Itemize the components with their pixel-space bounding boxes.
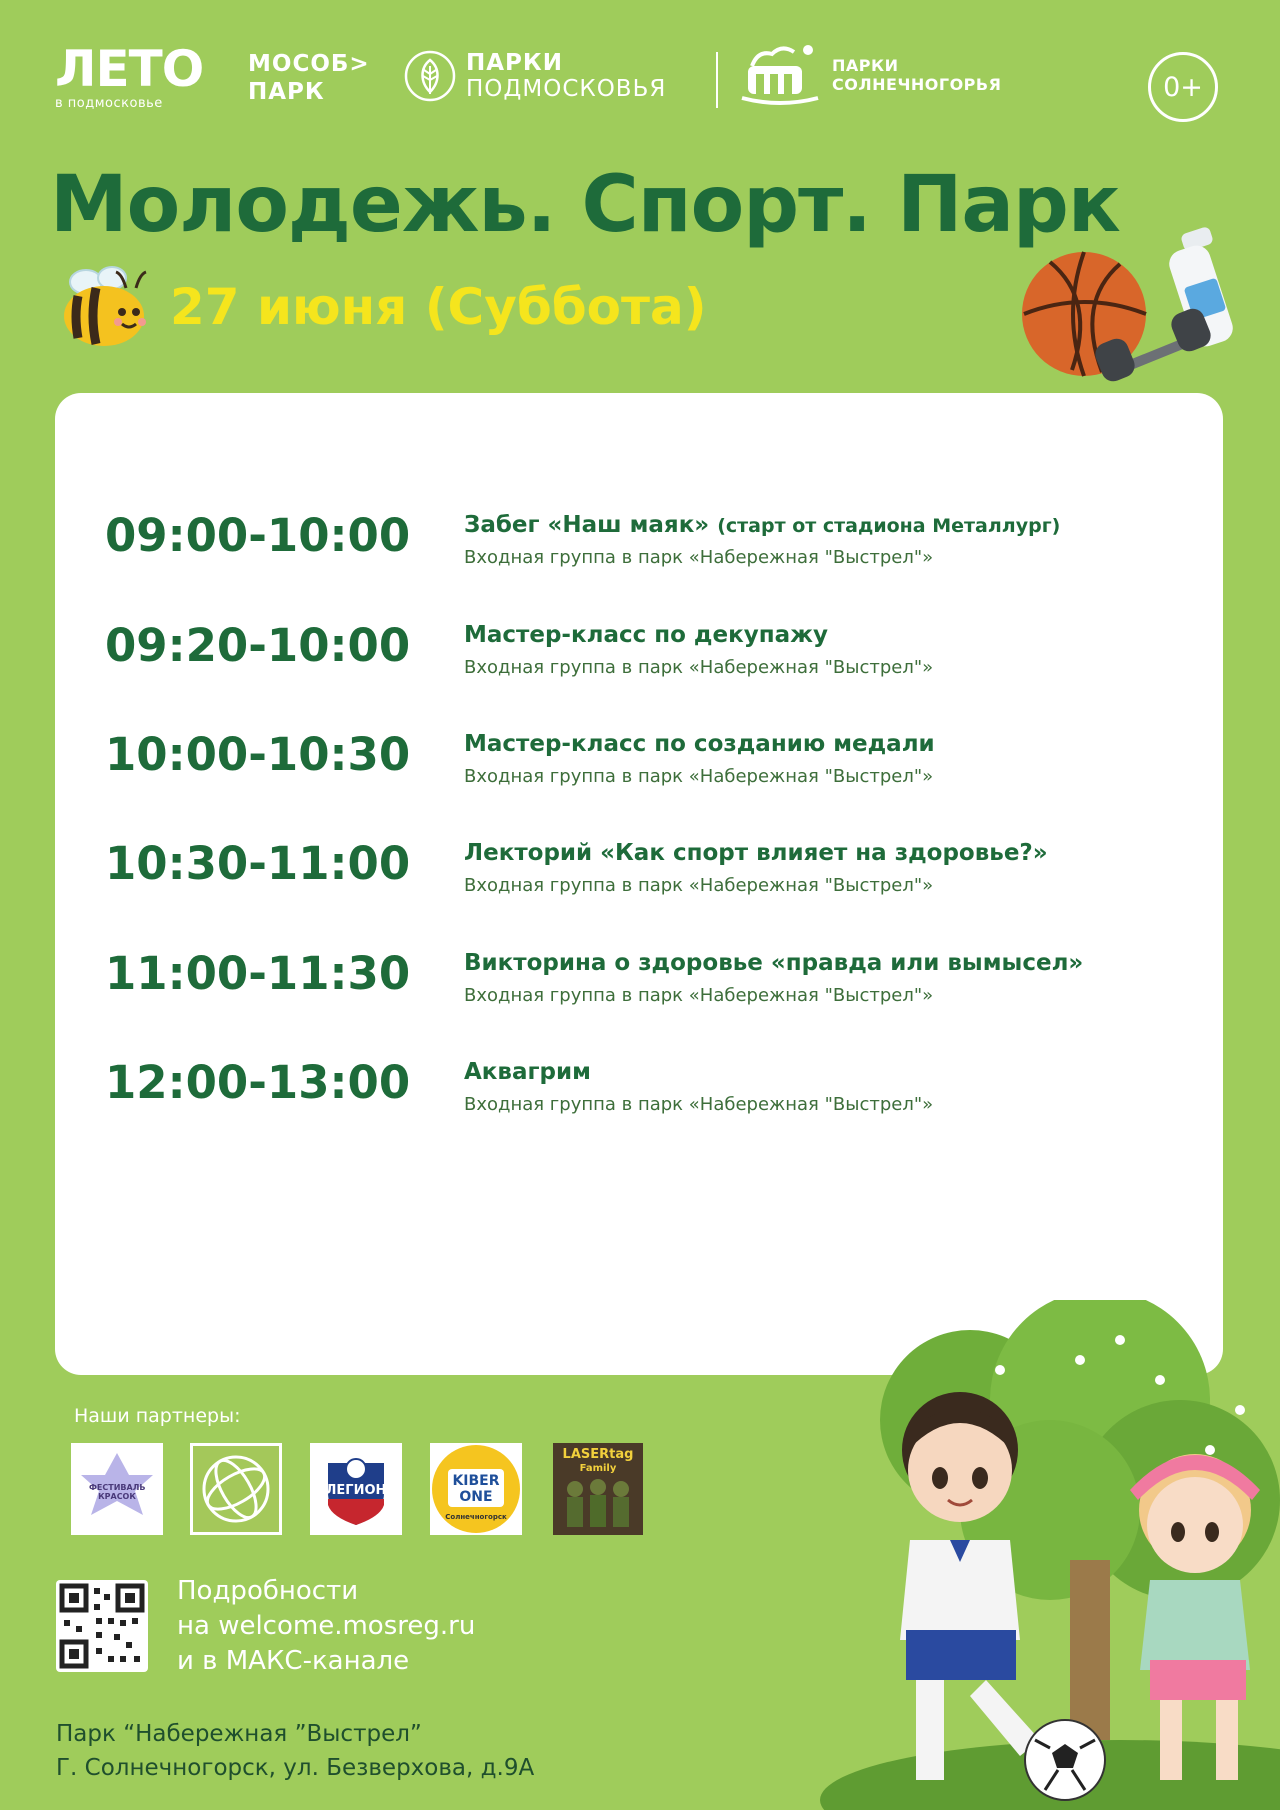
sport-equipment-illustration xyxy=(1010,210,1240,400)
logo-parki-line2: ПОДМОСКОВЬЯ xyxy=(466,76,667,102)
logo-mosoblpark xyxy=(248,50,370,106)
logo-divider xyxy=(716,52,718,108)
partner-logo-legion xyxy=(310,1443,402,1535)
partner-name: ЛЕГИОН xyxy=(325,1483,387,1498)
partner-logo-globe xyxy=(190,1443,282,1535)
event-title: Мастер-класс по созданию медали xyxy=(464,731,935,757)
event-title: Лекторий «Как спорт влияет на здоровье?» xyxy=(464,840,1048,866)
venue-street: Г. Солнечногорск, ул. Безверхова, д.9А xyxy=(56,1755,535,1781)
event-location: Входная группа в парк «Набережная "Выстрел"» xyxy=(464,985,934,1006)
logo-solnech-line2: СОЛНЕЧНОГОРЬЯ xyxy=(832,75,1002,94)
event-location: Входная группа в парк «Набережная "Выстрел"» xyxy=(464,547,934,568)
partner-name: LASERtag xyxy=(562,1447,634,1462)
park-gate-icon xyxy=(738,40,822,110)
event-time: 09:20-10:00 xyxy=(105,619,411,672)
partner-name: KIBER ONE xyxy=(452,1473,500,1505)
logo-leto-text: ЛЕТО xyxy=(55,40,204,98)
logo-mosoblpark-line1: МОСОБ> xyxy=(248,51,370,77)
players-icon xyxy=(553,1475,643,1535)
event-date: 27 июня (Суббота) xyxy=(170,278,707,336)
partner-subname: Солнечногорск xyxy=(445,1513,507,1521)
event-location: Входная группа в парк «Набережная "Выстрел"» xyxy=(464,875,934,896)
logo-parki-solnechnogorya xyxy=(738,40,1001,110)
event-title: Мастер-класс по декупажу xyxy=(464,622,829,648)
girl-figure xyxy=(1130,1454,1260,1780)
event-location: Входная группа в парк «Набережная "Выстрел"» xyxy=(464,1094,934,1115)
leaf-icon xyxy=(404,50,456,102)
qr-code[interactable] xyxy=(56,1580,148,1672)
event-title: Аквагрим xyxy=(464,1059,591,1085)
event-location: Входная группа в парк «Набережная "Выстрел"» xyxy=(464,657,934,678)
venue-name: Парк “Набережная ”Выстрел” xyxy=(56,1721,422,1747)
tree-trunk xyxy=(1070,1560,1110,1740)
event-title xyxy=(464,510,1060,541)
partner-logo-lasertag xyxy=(553,1443,643,1535)
logo-parki-podmoskovya xyxy=(404,50,666,102)
info-text xyxy=(177,1574,475,1679)
kids-playing-illustration xyxy=(820,1300,1280,1810)
event-time: 10:30-11:00 xyxy=(105,837,411,890)
partner-subname: Family xyxy=(579,1463,617,1474)
partners-label: Наши партнеры: xyxy=(74,1405,241,1427)
event-location: Входная группа в парк «Набережная "Выстрел"» xyxy=(464,766,934,787)
bee-icon xyxy=(56,264,152,350)
info-line3: и в МАКС-канале xyxy=(177,1646,410,1676)
soccer-ball-icon xyxy=(1025,1720,1105,1800)
event-time: 12:00-13:00 xyxy=(105,1056,411,1109)
globe-icon xyxy=(193,1446,279,1532)
event-time: 11:00-11:30 xyxy=(105,947,411,1000)
event-time: 10:00-10:30 xyxy=(105,728,411,781)
event-title-text: Забег «Наш маяк» xyxy=(464,512,710,538)
info-link[interactable]: на welcome.mosreg.ru xyxy=(177,1611,476,1641)
partner-logo-festival xyxy=(71,1443,163,1535)
logo-mosoblpark-line2: ПАРК xyxy=(248,79,325,105)
event-title: Викторина о здоровье «правда или вымысел» xyxy=(464,950,1084,976)
partner-logo-kiberone xyxy=(430,1443,522,1535)
page-title: Молодежь. Спорт. Парк xyxy=(50,160,1120,250)
partner-name: ФЕСТИВАЛЬ КРАСОК xyxy=(89,1483,146,1501)
event-note: (старт от стадиона Металлург) xyxy=(717,515,1061,537)
age-rating-badge: 0+ xyxy=(1148,52,1218,122)
logo-leto-subtext: в подмосковье xyxy=(55,96,163,111)
info-line1: Подробности xyxy=(177,1576,359,1606)
event-time: 09:00-10:00 xyxy=(105,509,411,562)
logo-leto xyxy=(55,40,204,111)
logo-solnech-line1: ПАРКИ xyxy=(832,56,899,75)
venue-address xyxy=(56,1717,534,1785)
logo-parki-line1: ПАРКИ xyxy=(466,50,563,76)
